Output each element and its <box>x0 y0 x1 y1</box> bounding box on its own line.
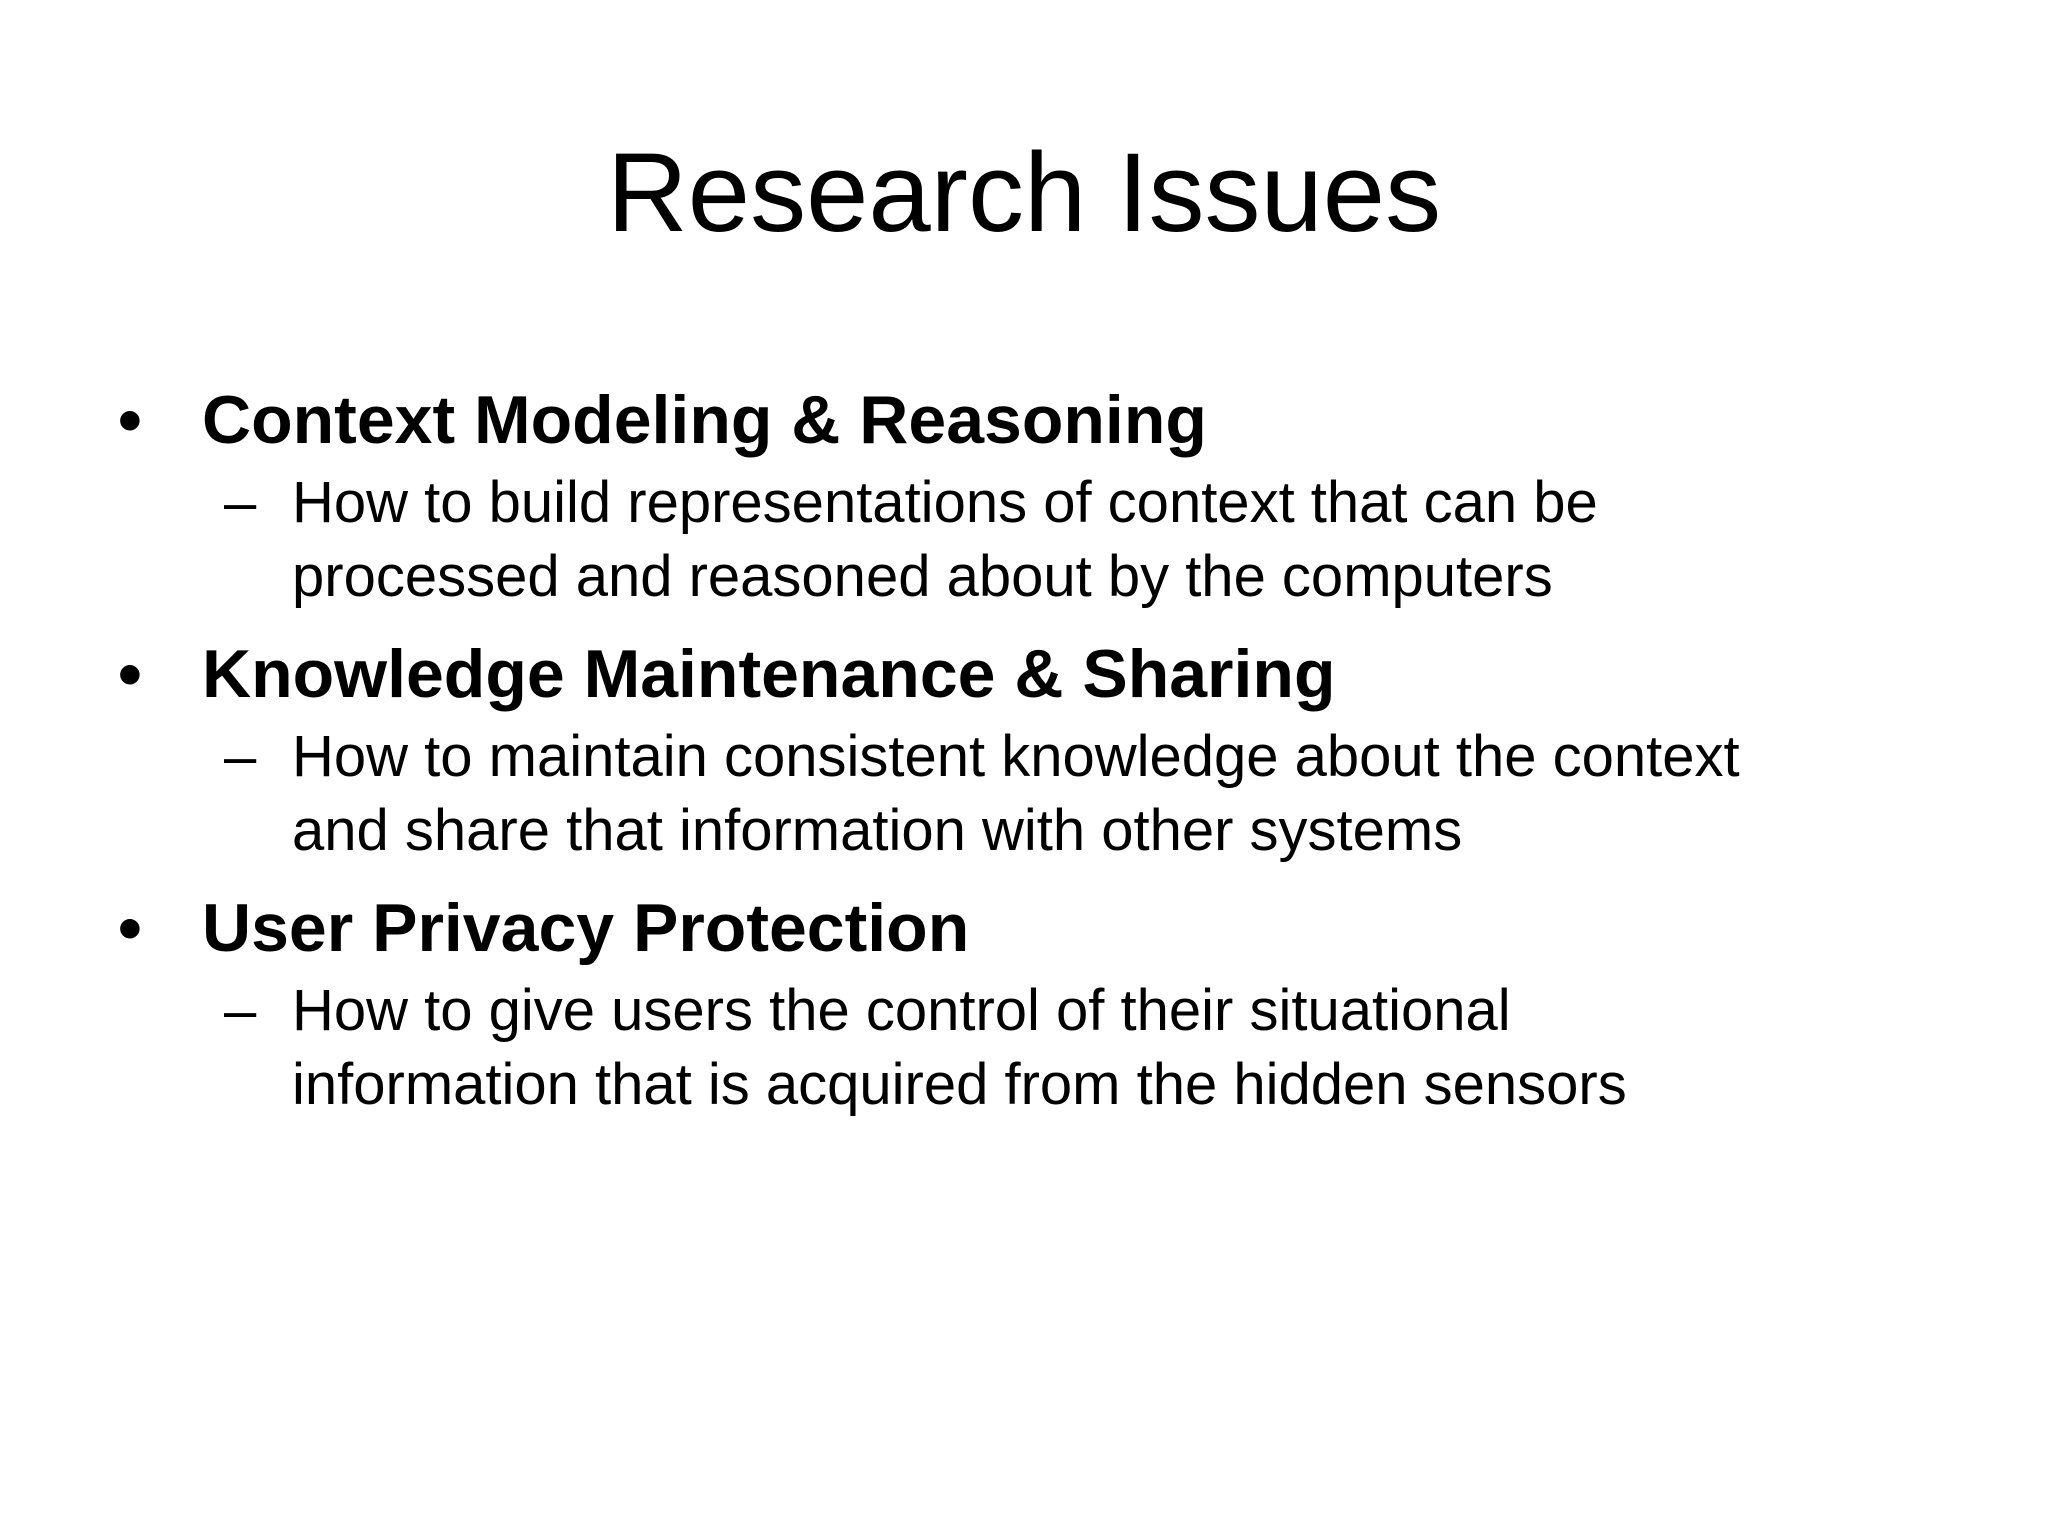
bullet-icon: • <box>118 890 142 966</box>
bullet-icon: • <box>118 636 142 712</box>
sub-bullet-line: and share that information with other systems <box>292 798 1463 863</box>
sub-bullet-text <box>292 974 1982 1122</box>
sub-bullet-line: How to give users the control of their situational <box>292 978 1511 1043</box>
sub-bullet-knowledge-maintenance <box>224 720 1998 868</box>
bullet-heading: User Privacy Protection <box>202 890 970 966</box>
bullet-icon: • <box>118 382 142 458</box>
dash-icon: – <box>224 724 257 789</box>
sub-bullet-context-modeling <box>224 466 1998 614</box>
sub-bullet-text <box>292 720 1982 868</box>
sub-bullet-line: How to build representations of context that can be <box>292 470 1598 535</box>
bullet-list <box>118 378 1998 1140</box>
bullet-heading: Knowledge Maintenance & Sharing <box>202 636 1336 712</box>
slide-title: Research Issues <box>606 130 1442 255</box>
sub-bullet-user-privacy <box>224 974 1998 1122</box>
sub-bullet-line: information that is acquired from the hidden sensors <box>292 1052 1627 1117</box>
dash-icon: – <box>224 470 257 535</box>
bullet-item-knowledge-maintenance <box>118 632 1998 716</box>
dash-icon: – <box>224 978 257 1043</box>
sub-bullet-text <box>292 466 1982 614</box>
bullet-item-context-modeling <box>118 378 1998 462</box>
bullet-item-user-privacy <box>118 886 1998 970</box>
bullet-heading: Context Modeling & Reasoning <box>202 382 1207 458</box>
sub-bullet-line: How to maintain consistent knowledge about the context <box>292 724 1740 789</box>
sub-bullet-line: processed and reasoned about by the computers <box>292 544 1553 609</box>
